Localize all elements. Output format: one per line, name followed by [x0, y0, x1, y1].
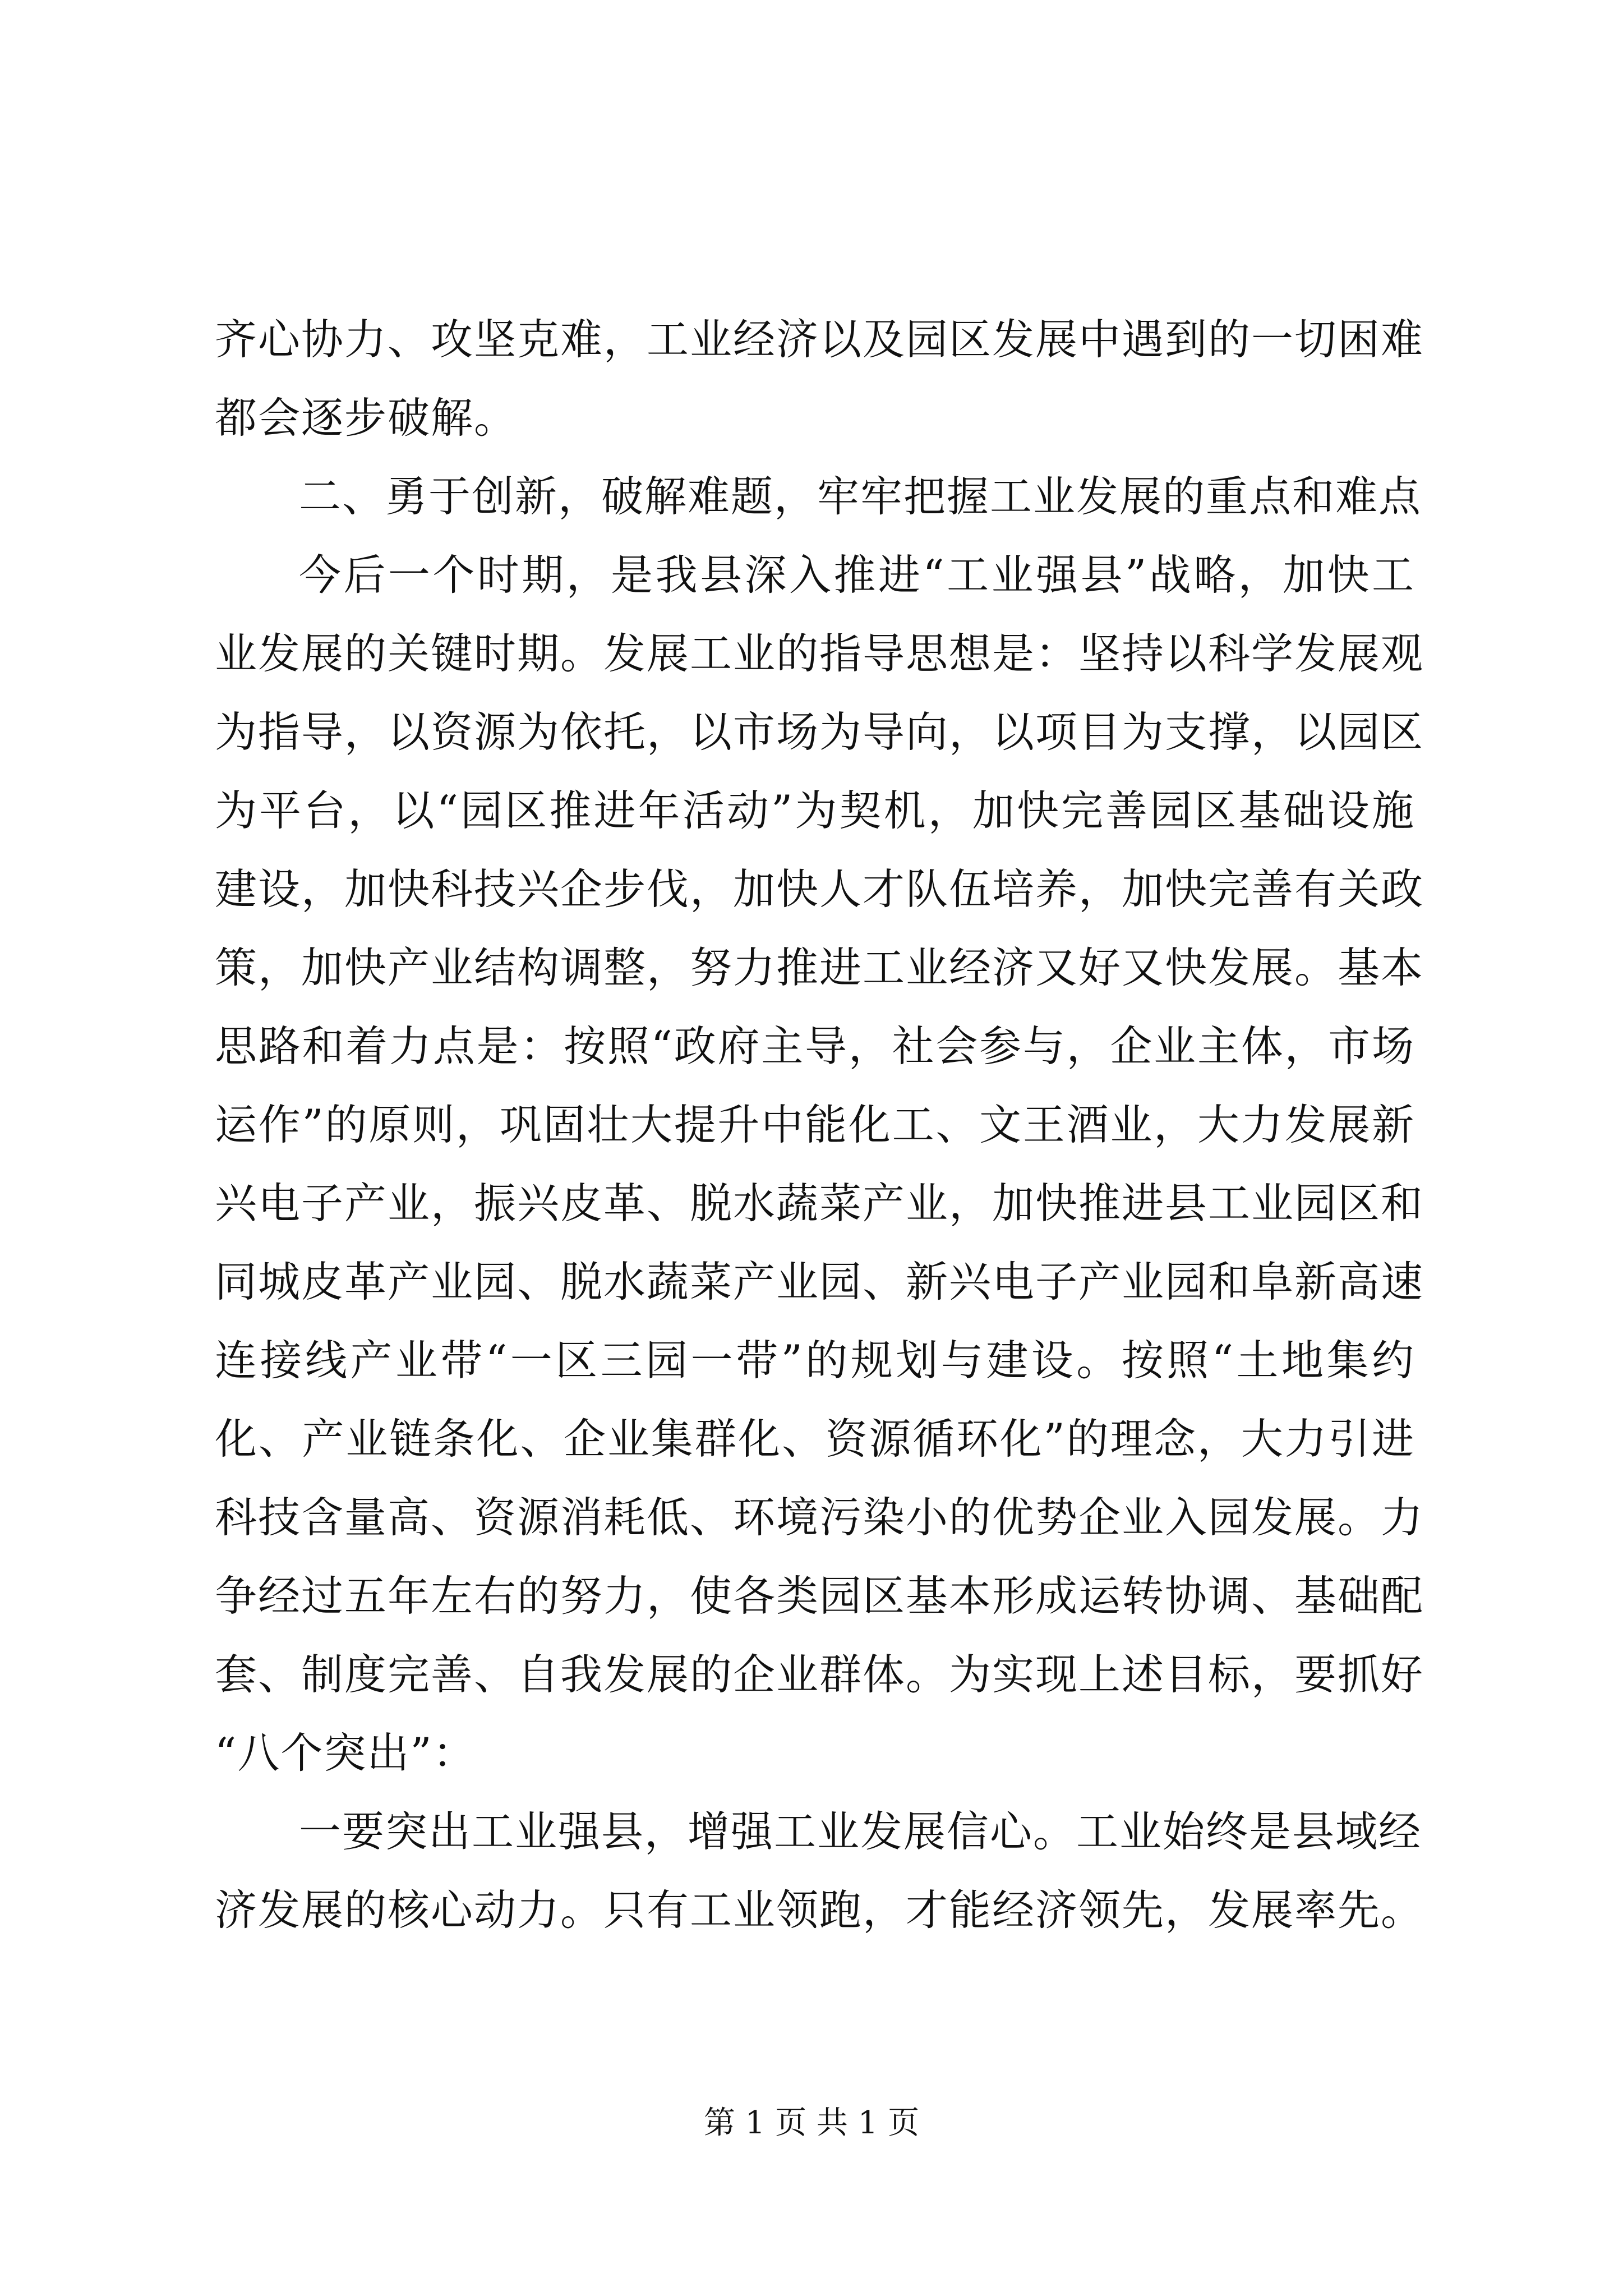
text-line: 都会逐步破解。: [215, 393, 518, 443]
text-line: 兴电子产业，振兴皮革、脱水蔬菜产业，加快推进县工业园区和: [215, 1179, 1424, 1228]
text-line: 化、产业链条化、企业集群化、资源循环化”的理念，大力引进: [215, 1414, 1415, 1464]
text-line: 建设，加快科技兴企步伐，加快人才队伍培养，加快完善有关政: [215, 864, 1424, 914]
page-number-footer: 第 1 页 共 1 页: [703, 2105, 920, 2141]
text-line: 运作”的原则，巩固壮大提升中能化工、文王酒业，大力发展新: [215, 1100, 1415, 1149]
section-heading: 二、勇于创新，破解难题，牢牢把握工业发展的重点和难点: [299, 472, 1422, 521]
text-line: 套、制度完善、自我发展的企业群体。为实现上述目标，要抓好: [215, 1650, 1424, 1699]
text-line: 为指导，以资源为依托，以市场为导向，以项目为支撑，以园区: [215, 707, 1424, 757]
text-line: 同城皮革产业园、脱水蔬菜产业园、新兴电子产业园和阜新高速: [215, 1257, 1424, 1306]
text-line: 今后一个时期，是我县深入推进“工业强县”战略，加快工: [299, 550, 1415, 600]
text-line: 连接线产业带“一区三园一带”的规划与建设。按照“土地集约: [215, 1336, 1415, 1385]
text-line: 思路和着力点是：按照“政府主导，社会参与，企业主体，市场: [215, 1022, 1415, 1071]
text-line: 为平台，以“园区推进年活动”为契机，加快完善园区基础设施: [215, 786, 1415, 835]
text-line: 齐心协力、攻坚克难，工业经济以及园区发展中遇到的一切困难: [215, 315, 1424, 364]
text-line: 科技含量高、资源消耗低、环境污染小的优势企业入园发展。力: [215, 1493, 1424, 1542]
text-line: “八个突出”：: [215, 1728, 476, 1778]
text-line: 争经过五年左右的努力，使各类园区基本形成运转协调、基础配: [215, 1571, 1424, 1621]
text-line: 业发展的关键时期。发展工业的指导思想是：坚持以科学发展观: [215, 629, 1424, 678]
text-line: 策，加快产业结构调整，努力推进工业经济又好又快发展。基本: [215, 943, 1424, 992]
text-line: 济发展的核心动力。只有工业领跑，才能经济领先，发展率先。: [215, 1885, 1424, 1935]
text-line: 一要突出工业强县，增强工业发展信心。工业始终是县域经: [299, 1807, 1422, 1856]
document-body: [215, 0, 1424, 2296]
